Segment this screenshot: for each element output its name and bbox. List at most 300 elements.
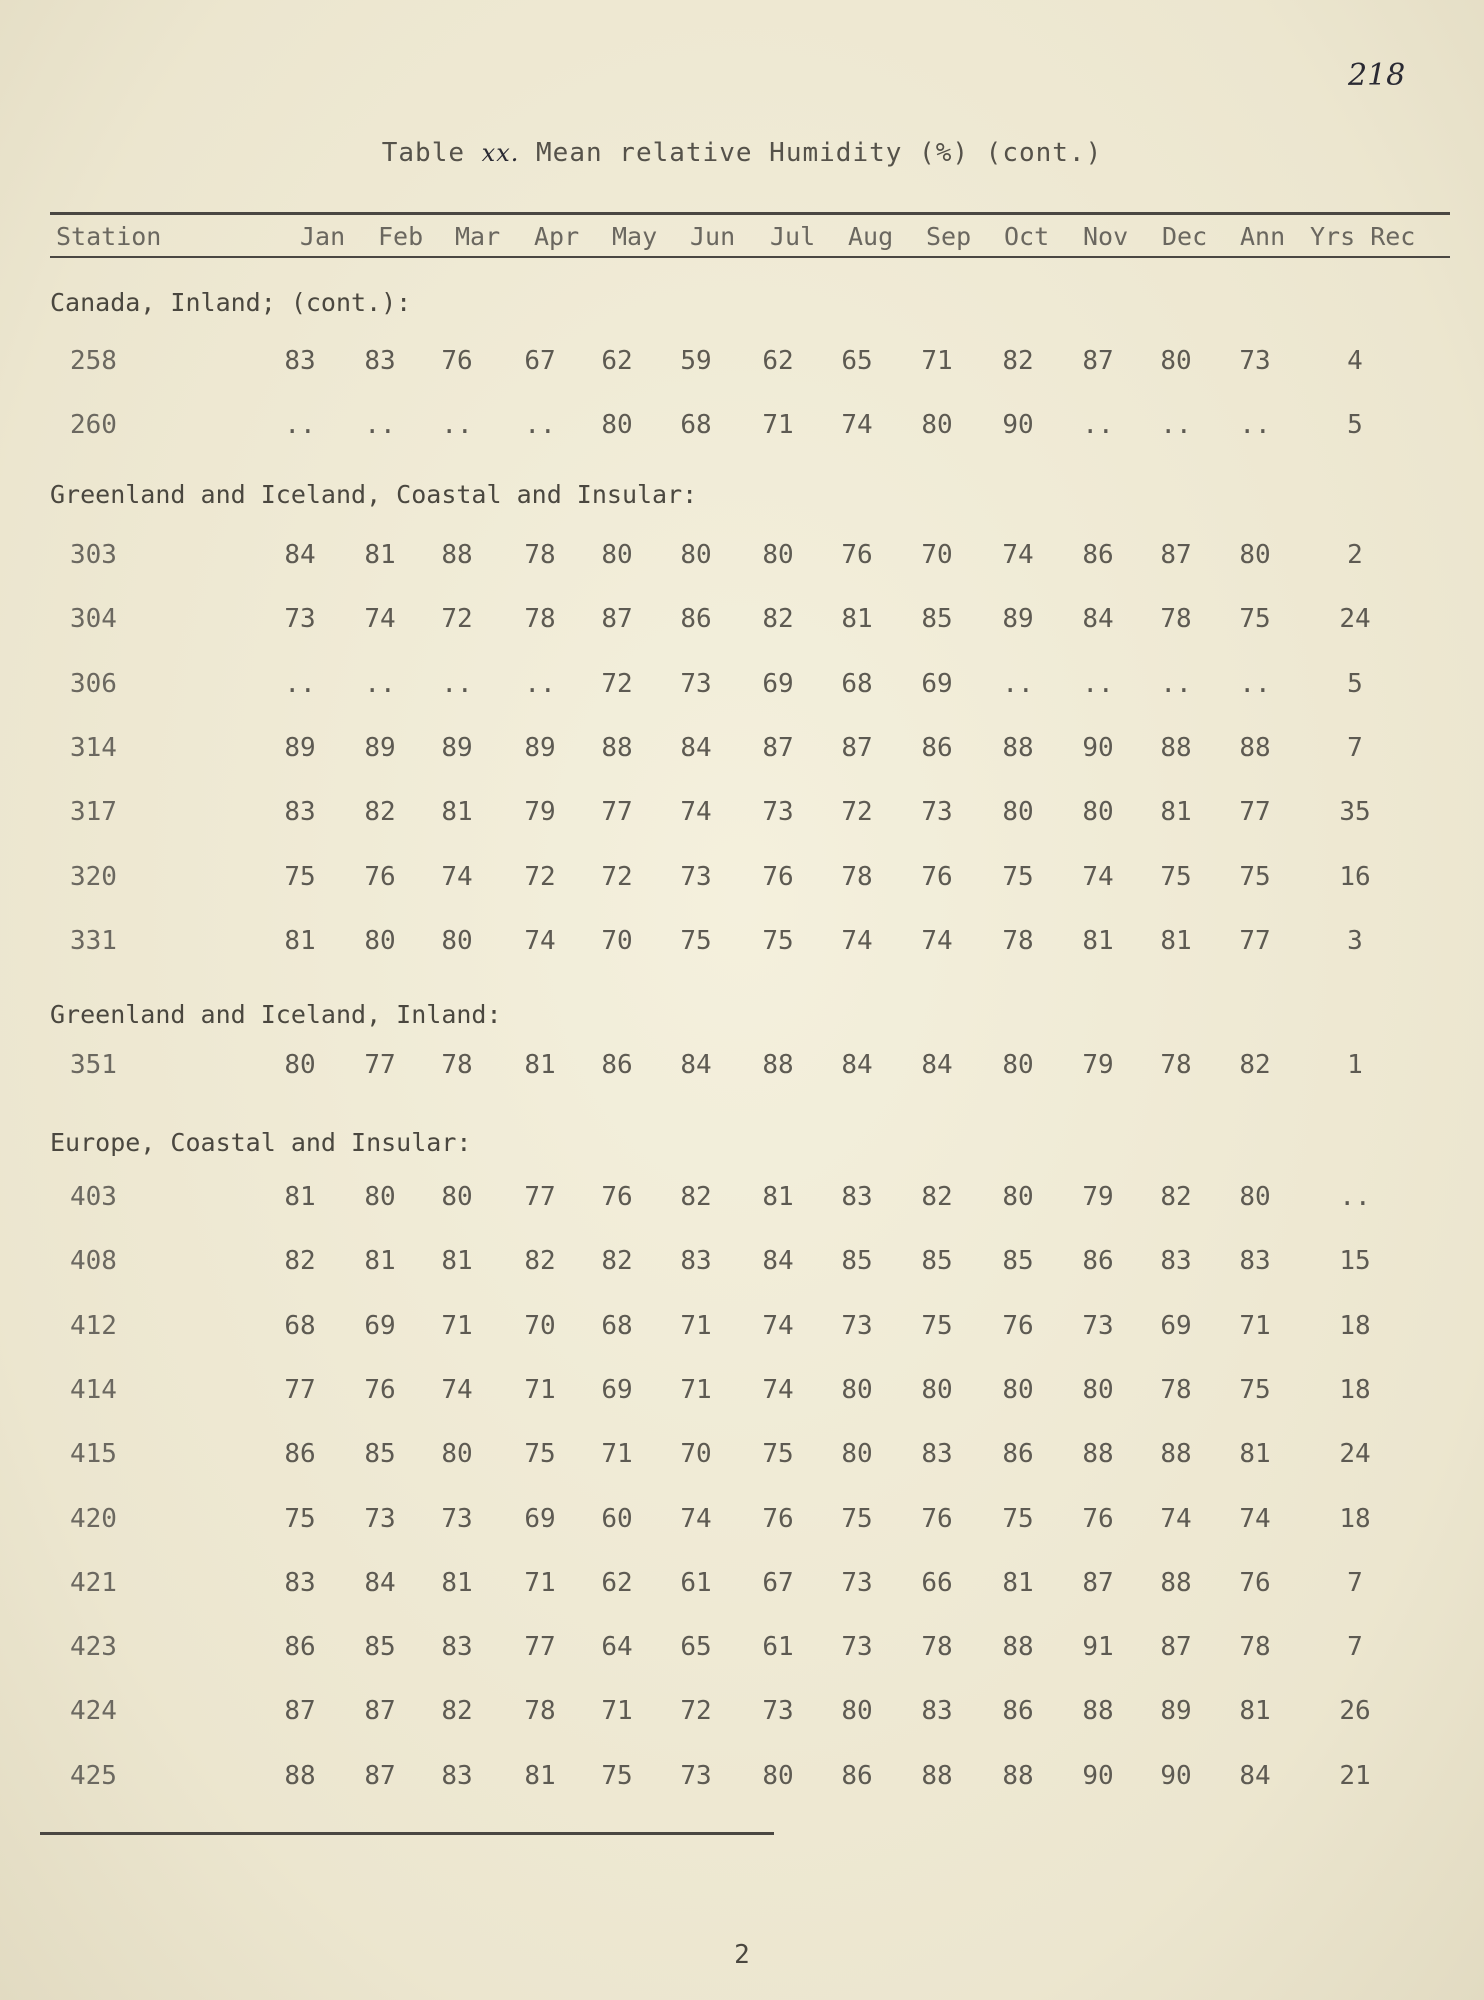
- value-cell: 71: [524, 1567, 556, 1598]
- value-cell: 80: [762, 1760, 794, 1791]
- value-cell: 74: [841, 410, 873, 441]
- table-row: [0, 669, 1484, 709]
- table-row: [0, 1696, 1484, 1736]
- value-cell: 69: [762, 668, 794, 699]
- station-cell: 425: [70, 1760, 117, 1791]
- value-cell: 88: [1160, 1439, 1192, 1470]
- column-header: Aug: [848, 222, 894, 251]
- column-header: Mar: [455, 222, 501, 251]
- value-cell: 21: [1339, 1760, 1371, 1791]
- value-cell: 69: [601, 1374, 633, 1405]
- value-cell: 80: [841, 1374, 873, 1405]
- column-header: Ann: [1240, 222, 1286, 251]
- value-cell: 84: [680, 1050, 712, 1080]
- table-row: [0, 1568, 1484, 1608]
- value-cell: 80: [921, 1374, 953, 1405]
- value-cell: 18: [1339, 1503, 1371, 1534]
- value-cell: 18: [1339, 1310, 1371, 1341]
- value-cell: 86: [1082, 1246, 1114, 1277]
- value-cell: 89: [364, 732, 396, 763]
- value-cell: 7: [1347, 1632, 1363, 1663]
- value-cell: 80: [601, 410, 633, 441]
- table-row: [0, 797, 1484, 837]
- value-cell: 67: [762, 1567, 794, 1598]
- value-cell: 85: [841, 1246, 873, 1277]
- table-row: [0, 604, 1484, 644]
- value-cell: 69: [921, 668, 953, 699]
- value-cell: 73: [921, 797, 953, 828]
- value-cell: 88: [1002, 732, 1034, 763]
- value-cell: 82: [762, 604, 794, 635]
- value-cell: 66: [921, 1567, 953, 1598]
- value-cell: 85: [364, 1632, 396, 1663]
- value-cell: 74: [441, 1374, 473, 1405]
- value-cell: 71: [680, 1310, 712, 1341]
- value-cell: 75: [1002, 1503, 1034, 1534]
- value-cell: 74: [680, 797, 712, 828]
- value-cell: 78: [1160, 604, 1192, 635]
- value-cell: 5: [1347, 668, 1363, 699]
- value-cell: 81: [524, 1050, 556, 1080]
- station-cell: 331: [70, 925, 117, 956]
- value-cell: 83: [284, 1567, 316, 1598]
- value-cell: 74: [841, 925, 873, 956]
- value-cell: 82: [921, 1182, 953, 1212]
- value-cell: 7: [1347, 732, 1363, 763]
- value-cell: 86: [284, 1439, 316, 1470]
- value-cell: 74: [364, 604, 396, 635]
- value-cell: 60: [601, 1503, 633, 1534]
- value-cell: 72: [441, 604, 473, 635]
- value-cell: 71: [762, 410, 794, 441]
- value-cell: 79: [1082, 1182, 1114, 1212]
- station-cell: 414: [70, 1374, 117, 1405]
- value-cell: 86: [921, 732, 953, 763]
- value-cell: 83: [921, 1696, 953, 1727]
- value-cell: 82: [364, 797, 396, 828]
- value-cell: 77: [1239, 797, 1271, 828]
- value-cell: 70: [601, 925, 633, 956]
- station-cell: 317: [70, 797, 117, 828]
- value-cell: 83: [441, 1760, 473, 1791]
- value-cell: 84: [762, 1246, 794, 1277]
- value-cell: 88: [1002, 1632, 1034, 1663]
- value-cell: 80: [1002, 797, 1034, 828]
- value-cell: 2: [1347, 540, 1363, 570]
- value-cell: 70: [921, 540, 953, 570]
- value-cell: 86: [284, 1632, 316, 1663]
- table-row: [0, 733, 1484, 773]
- table-row: [0, 1632, 1484, 1672]
- value-cell: 81: [1160, 925, 1192, 956]
- value-cell: 72: [601, 861, 633, 892]
- value-cell: 84: [841, 1050, 873, 1080]
- value-cell: 90: [1160, 1760, 1192, 1791]
- value-cell: 77: [524, 1182, 556, 1212]
- title-text: Mean relative Humidity (%) (cont.): [519, 138, 1103, 168]
- value-cell: 78: [524, 1696, 556, 1727]
- station-cell: 421: [70, 1567, 117, 1598]
- value-cell: 88: [1160, 1567, 1192, 1598]
- value-cell: 68: [680, 410, 712, 441]
- station-cell: 351: [70, 1050, 117, 1080]
- value-cell: 83: [441, 1632, 473, 1663]
- value-cell: 76: [762, 1503, 794, 1534]
- value-cell: 90: [1082, 732, 1114, 763]
- column-header: Jan: [300, 222, 346, 251]
- value-cell: 74: [680, 1503, 712, 1534]
- value-cell: 86: [601, 1050, 633, 1080]
- value-cell: 80: [364, 1182, 396, 1212]
- table-row: [0, 1050, 1484, 1090]
- value-cell: 73: [1082, 1310, 1114, 1341]
- value-cell: 76: [841, 540, 873, 570]
- value-cell: 77: [524, 1632, 556, 1663]
- value-cell: 85: [921, 1246, 953, 1277]
- value-cell: 73: [762, 1696, 794, 1727]
- value-cell: 74: [1082, 861, 1114, 892]
- value-cell: 80: [1002, 1182, 1034, 1212]
- value-cell: 88: [1082, 1439, 1114, 1470]
- value-cell: 83: [1239, 1246, 1271, 1277]
- column-header-row: [50, 218, 1450, 258]
- station-cell: 412: [70, 1310, 117, 1341]
- value-cell: 74: [524, 925, 556, 956]
- value-cell: 15: [1339, 1246, 1371, 1277]
- handwritten-page-number: 218: [1348, 58, 1406, 93]
- value-cell: 87: [1160, 1632, 1192, 1663]
- value-cell: 81: [841, 604, 873, 635]
- value-cell: ..: [1082, 668, 1114, 699]
- value-cell: 87: [1082, 1567, 1114, 1598]
- value-cell: 79: [1082, 1050, 1114, 1080]
- column-header: Jun: [690, 222, 736, 251]
- value-cell: 87: [1082, 346, 1114, 376]
- value-cell: 69: [364, 1310, 396, 1341]
- value-cell: 67: [524, 346, 556, 376]
- value-cell: 80: [841, 1439, 873, 1470]
- value-cell: 82: [441, 1696, 473, 1727]
- value-cell: 26: [1339, 1696, 1371, 1727]
- section-label: Canada, Inland; (cont.):: [50, 288, 412, 317]
- value-cell: 80: [921, 410, 953, 441]
- value-cell: 73: [364, 1503, 396, 1534]
- value-cell: 84: [680, 732, 712, 763]
- value-cell: 75: [1160, 861, 1192, 892]
- value-cell: 81: [364, 540, 396, 570]
- value-cell: 75: [284, 1503, 316, 1534]
- section-label: Greenland and Iceland, Coastal and Insular:: [50, 480, 698, 509]
- value-cell: 73: [441, 1503, 473, 1534]
- station-cell: 258: [70, 346, 117, 376]
- value-cell: 85: [921, 604, 953, 635]
- value-cell: 74: [762, 1374, 794, 1405]
- value-cell: ..: [1002, 668, 1034, 699]
- station-cell: 420: [70, 1503, 117, 1534]
- value-cell: 80: [762, 540, 794, 570]
- value-cell: 87: [364, 1696, 396, 1727]
- value-cell: 77: [1239, 925, 1271, 956]
- value-cell: 59: [680, 346, 712, 376]
- column-header: Station: [56, 222, 162, 251]
- value-cell: 80: [364, 925, 396, 956]
- value-cell: 73: [680, 668, 712, 699]
- value-cell: 85: [364, 1439, 396, 1470]
- value-cell: 81: [284, 1182, 316, 1212]
- value-cell: ..: [441, 668, 473, 699]
- value-cell: 90: [1082, 1760, 1114, 1791]
- value-cell: 78: [1239, 1632, 1271, 1663]
- value-cell: 76: [364, 1374, 396, 1405]
- value-cell: 80: [841, 1696, 873, 1727]
- value-cell: 84: [1239, 1760, 1271, 1791]
- value-cell: 75: [841, 1503, 873, 1534]
- value-cell: ..: [1239, 410, 1271, 441]
- value-cell: 78: [1002, 925, 1034, 956]
- value-cell: 85: [1002, 1246, 1034, 1277]
- value-cell: 81: [762, 1182, 794, 1212]
- table-row: [0, 410, 1484, 450]
- value-cell: 82: [1160, 1182, 1192, 1212]
- value-cell: 61: [680, 1567, 712, 1598]
- value-cell: 80: [1002, 1374, 1034, 1405]
- value-cell: 81: [364, 1246, 396, 1277]
- value-cell: 62: [762, 346, 794, 376]
- value-cell: 76: [762, 861, 794, 892]
- value-cell: 86: [1002, 1696, 1034, 1727]
- value-cell: 88: [1082, 1696, 1114, 1727]
- table-row: [0, 1439, 1484, 1479]
- value-cell: 76: [921, 1503, 953, 1534]
- value-cell: 89: [284, 732, 316, 763]
- value-cell: 81: [1082, 925, 1114, 956]
- value-cell: 73: [284, 604, 316, 635]
- value-cell: 7: [1347, 1567, 1363, 1598]
- value-cell: 75: [762, 1439, 794, 1470]
- value-cell: 68: [601, 1310, 633, 1341]
- value-cell: 73: [1239, 346, 1271, 376]
- value-cell: 91: [1082, 1632, 1114, 1663]
- value-cell: 73: [841, 1310, 873, 1341]
- value-cell: 82: [601, 1246, 633, 1277]
- value-cell: 64: [601, 1632, 633, 1663]
- value-cell: 81: [1239, 1696, 1271, 1727]
- value-cell: 72: [680, 1696, 712, 1727]
- value-cell: 78: [1160, 1050, 1192, 1080]
- value-cell: 78: [1160, 1374, 1192, 1405]
- value-cell: ..: [364, 410, 396, 441]
- value-cell: 80: [441, 1439, 473, 1470]
- table-row: [0, 1761, 1484, 1801]
- value-cell: 70: [680, 1439, 712, 1470]
- value-cell: 88: [601, 732, 633, 763]
- value-cell: 83: [1160, 1246, 1192, 1277]
- value-cell: 83: [841, 1182, 873, 1212]
- value-cell: 86: [680, 604, 712, 635]
- value-cell: ..: [1239, 668, 1271, 699]
- station-cell: 415: [70, 1439, 117, 1470]
- value-cell: 87: [364, 1760, 396, 1791]
- value-cell: ..: [284, 410, 316, 441]
- value-cell: 62: [601, 1567, 633, 1598]
- top-rule: [50, 212, 1450, 215]
- value-cell: 86: [1002, 1439, 1034, 1470]
- value-cell: 88: [1002, 1760, 1034, 1791]
- value-cell: 81: [1160, 797, 1192, 828]
- value-cell: 86: [1082, 540, 1114, 570]
- table-row: [0, 1311, 1484, 1351]
- value-cell: ..: [441, 410, 473, 441]
- table-title: [0, 138, 1484, 168]
- station-cell: 260: [70, 410, 117, 441]
- value-cell: 87: [1160, 540, 1192, 570]
- value-cell: 87: [762, 732, 794, 763]
- value-cell: 89: [1160, 1696, 1192, 1727]
- value-cell: 83: [284, 346, 316, 376]
- value-cell: 80: [441, 1182, 473, 1212]
- table-row: [0, 1182, 1484, 1222]
- value-cell: 72: [841, 797, 873, 828]
- value-cell: ..: [1160, 410, 1192, 441]
- column-header: Jul: [770, 222, 816, 251]
- table-row: [0, 1246, 1484, 1286]
- column-header: Oct: [1004, 222, 1050, 251]
- value-cell: 75: [1239, 1374, 1271, 1405]
- table-row: [0, 862, 1484, 902]
- column-header: Nov: [1083, 222, 1129, 251]
- value-cell: 82: [524, 1246, 556, 1277]
- value-cell: 76: [441, 346, 473, 376]
- value-cell: 76: [1239, 1567, 1271, 1598]
- station-cell: 408: [70, 1246, 117, 1277]
- value-cell: 89: [1002, 604, 1034, 635]
- value-cell: 86: [841, 1760, 873, 1791]
- value-cell: ..: [1339, 1182, 1371, 1212]
- value-cell: 80: [1082, 1374, 1114, 1405]
- station-cell: 314: [70, 732, 117, 763]
- value-cell: 24: [1339, 1439, 1371, 1470]
- value-cell: 88: [762, 1050, 794, 1080]
- value-cell: 87: [284, 1696, 316, 1727]
- value-cell: 61: [762, 1632, 794, 1663]
- value-cell: 65: [680, 1632, 712, 1663]
- bottom-rule: [40, 1832, 774, 1835]
- station-cell: 304: [70, 604, 117, 635]
- value-cell: 71: [680, 1374, 712, 1405]
- value-cell: 78: [441, 1050, 473, 1080]
- footer-page-number: 2: [734, 1940, 750, 1970]
- value-cell: 75: [601, 1760, 633, 1791]
- value-cell: 73: [680, 1760, 712, 1791]
- value-cell: 74: [762, 1310, 794, 1341]
- value-cell: 88: [921, 1760, 953, 1791]
- value-cell: 83: [680, 1246, 712, 1277]
- value-cell: 75: [921, 1310, 953, 1341]
- value-cell: 81: [441, 797, 473, 828]
- value-cell: 71: [1239, 1310, 1271, 1341]
- value-cell: 73: [841, 1632, 873, 1663]
- value-cell: 80: [680, 540, 712, 570]
- value-cell: 74: [1160, 1503, 1192, 1534]
- value-cell: 81: [1002, 1567, 1034, 1598]
- value-cell: ..: [1160, 668, 1192, 699]
- station-cell: 303: [70, 540, 117, 570]
- table-row: [0, 1504, 1484, 1544]
- value-cell: 73: [762, 797, 794, 828]
- value-cell: 77: [284, 1374, 316, 1405]
- value-cell: 24: [1339, 604, 1371, 635]
- value-cell: 84: [921, 1050, 953, 1080]
- value-cell: ..: [284, 668, 316, 699]
- station-cell: 306: [70, 668, 117, 699]
- value-cell: 80: [284, 1050, 316, 1080]
- value-cell: 78: [921, 1632, 953, 1663]
- value-cell: 1: [1347, 1050, 1363, 1080]
- value-cell: 83: [921, 1439, 953, 1470]
- value-cell: 74: [1002, 540, 1034, 570]
- value-cell: 82: [1002, 346, 1034, 376]
- value-cell: 68: [841, 668, 873, 699]
- value-cell: 89: [524, 732, 556, 763]
- value-cell: ..: [524, 410, 556, 441]
- value-cell: 62: [601, 346, 633, 376]
- value-cell: 77: [601, 797, 633, 828]
- value-cell: 79: [524, 797, 556, 828]
- value-cell: 81: [524, 1760, 556, 1791]
- value-cell: 74: [921, 925, 953, 956]
- value-cell: 71: [601, 1696, 633, 1727]
- value-cell: 78: [524, 604, 556, 635]
- value-cell: 81: [441, 1567, 473, 1598]
- value-cell: 80: [1002, 1050, 1034, 1080]
- value-cell: 80: [601, 540, 633, 570]
- value-cell: 76: [921, 861, 953, 892]
- value-cell: 88: [1239, 732, 1271, 763]
- value-cell: 82: [284, 1246, 316, 1277]
- value-cell: 90: [1002, 410, 1034, 441]
- value-cell: 84: [1082, 604, 1114, 635]
- value-cell: 80: [1239, 540, 1271, 570]
- value-cell: 72: [601, 668, 633, 699]
- value-cell: 75: [1002, 861, 1034, 892]
- station-cell: 403: [70, 1182, 117, 1212]
- value-cell: 80: [441, 925, 473, 956]
- value-cell: 78: [841, 861, 873, 892]
- value-cell: 87: [601, 604, 633, 635]
- value-cell: 69: [1160, 1310, 1192, 1341]
- value-cell: 81: [1239, 1439, 1271, 1470]
- value-cell: 81: [284, 925, 316, 956]
- value-cell: 18: [1339, 1374, 1371, 1405]
- value-cell: 75: [524, 1439, 556, 1470]
- table-row: [0, 1375, 1484, 1415]
- value-cell: 71: [921, 346, 953, 376]
- value-cell: 88: [441, 540, 473, 570]
- value-cell: 72: [524, 861, 556, 892]
- value-cell: 75: [680, 925, 712, 956]
- value-cell: 87: [841, 732, 873, 763]
- value-cell: 76: [1082, 1503, 1114, 1534]
- value-cell: 5: [1347, 410, 1363, 441]
- value-cell: 88: [284, 1760, 316, 1791]
- value-cell: 88: [1160, 732, 1192, 763]
- value-cell: 68: [284, 1310, 316, 1341]
- value-cell: 84: [364, 1567, 396, 1598]
- value-cell: 80: [1160, 346, 1192, 376]
- value-cell: ..: [364, 668, 396, 699]
- column-header: Sep: [926, 222, 972, 251]
- value-cell: 35: [1339, 797, 1371, 828]
